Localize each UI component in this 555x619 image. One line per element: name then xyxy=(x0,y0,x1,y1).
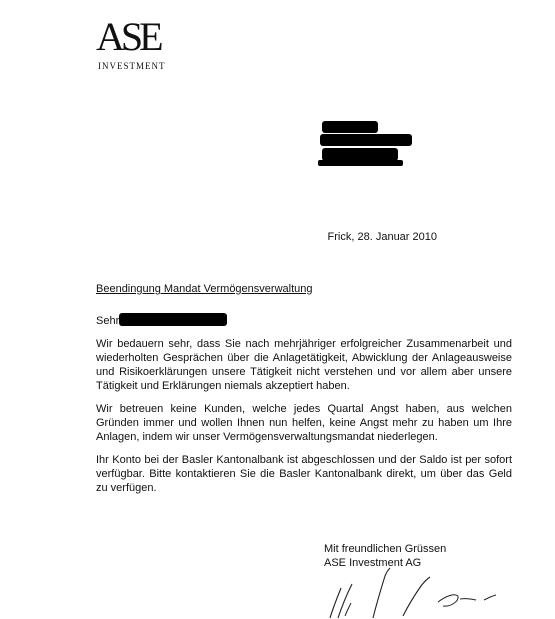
handwritten-signature xyxy=(318,562,508,619)
closing-company: ASE Investment AG xyxy=(324,557,422,569)
letter-paragraph: Ihr Konto bei der Basler Kantonalbank ist abgeschlossen und der Saldo ist per sofort verfügbar. Bitte kontaktieren Sie die Basler Kantonalbank direkt, um über das Geld zu verfügen. xyxy=(96,454,512,494)
letter-date: Frick, 28. Januar 2010 xyxy=(327,231,437,243)
redacted-address-line xyxy=(320,134,412,146)
redacted-address-line xyxy=(322,121,378,133)
logo-mark: ASE xyxy=(96,14,160,59)
letter-paragraph: Wir bedauern sehr, dass Sie nach mehrjähriger erfolgreicher Zusammenarbeit und wiederholten Gesprächen über die Anlagetätigkeit, Abwicklung der Anlageausweise und Risikoerklärungen unsere Tätigkeit nicht verstehen und vor allem aber unsere Tätigkeit und Erklärungen niemals akzeptiert haben. xyxy=(96,338,512,392)
redacted-address-line xyxy=(318,160,403,166)
salutation: Sehr xyxy=(96,315,120,327)
company-logo xyxy=(96,14,168,73)
letter-subject: Beendingung Mandat Vermögensverwaltung xyxy=(96,283,313,295)
redacted-recipient-name xyxy=(119,313,227,326)
closing-greeting: Mit freundlichen Grüssen xyxy=(324,543,447,555)
logo-subtitle: INVESTMENT xyxy=(98,61,166,71)
letter-paragraph: Wir betreuen keine Kunden, welche jedes Quartal Angst haben, aus welchen Gründen immer und wollen Ihnen nun helfen, keine Angst mehr zu haben um Ihre Anlagen, indem wir unser Vermögensverwaltungsmandat niederlegen. xyxy=(96,403,512,443)
